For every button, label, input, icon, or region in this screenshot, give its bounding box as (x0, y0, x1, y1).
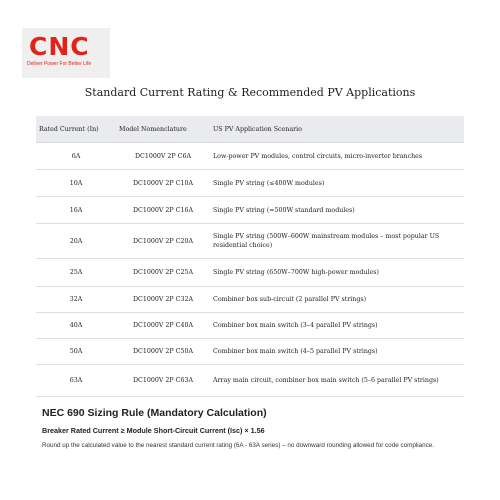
nec-sizing-formula: Breaker Rated Current ≥ Module Short-Circuit Current (Isc) × 1.56 (42, 426, 265, 435)
nec-section-title: NEC 690 Sizing Rule (Mandatory Calculation) (42, 407, 267, 419)
table-row (36, 313, 464, 339)
header-model-nomenclature: Model Nomenclature (116, 116, 210, 143)
table-row (36, 339, 464, 365)
current-rating-table (36, 116, 464, 397)
cell-application: Combiner box main switch (4–5 parallel PV strings) (210, 339, 464, 365)
cell-rated-current: 40A (36, 313, 116, 339)
table-row (36, 170, 464, 197)
header-rated-current: Rated Current (In) (36, 116, 116, 143)
cell-rated-current: 10A (36, 170, 116, 197)
cell-rated-current: 6A (36, 143, 116, 170)
nec-rounding-note: Round up the calculated value to the nearest standard current rating (6A - 63A series) – no downward rounding allowed for code compliance. (42, 442, 435, 449)
cell-model: DC1000V 2P C25A (116, 259, 210, 287)
cell-application: Combiner box sub-circuit (2 parallel PV strings) (210, 287, 464, 313)
table-row (36, 365, 464, 397)
cell-rated-current: 25A (36, 259, 116, 287)
cell-rated-current: 20A (36, 224, 116, 259)
cell-model: DC1000V 2P C20A (116, 224, 210, 259)
cell-application: Single PV string (500W–600W mainstream modules – most popular US residential choice) (210, 224, 464, 259)
table-row (36, 224, 464, 259)
brand-logo (22, 28, 110, 78)
logo-wordmark: CNC (29, 32, 90, 61)
cell-model: DC1000V 2P C32A (116, 287, 210, 313)
cell-model: DC1000V 2P C40A (116, 313, 210, 339)
cell-application: Array main circuit, combiner box main switch (5–6 parallel PV strings) (210, 365, 464, 397)
cell-application: Low-power PV modules, control circuits, micro-inverter branches (210, 143, 464, 170)
page-title: Standard Current Rating & Recommended PV Applications (84, 86, 416, 99)
header-application-scenario: US PV Application Scenario (210, 116, 464, 143)
cell-rated-current: 16A (36, 197, 116, 224)
cell-model: DC1000V 2P C16A (116, 197, 210, 224)
table-row (36, 197, 464, 224)
cell-rated-current: 32A (36, 287, 116, 313)
table-header-row (36, 116, 464, 143)
cell-application: Single PV string (≤400W modules) (210, 170, 464, 197)
cell-rated-current: 50A (36, 339, 116, 365)
logo-tagline: Deliver Power For Better Life (27, 61, 92, 67)
cell-application: Single PV string (≈500W standard modules) (210, 197, 464, 224)
cell-model: DC1000V 2P C10A (116, 170, 210, 197)
table-row (36, 143, 464, 170)
cell-model: DC1000V 2P C63A (116, 365, 210, 397)
cell-application: Single PV string (650W–700W high-power modules) (210, 259, 464, 287)
cell-application: Combiner box main switch (3–4 parallel PV strings) (210, 313, 464, 339)
cell-model: DC1000V 2P C6A (116, 143, 210, 170)
table-row (36, 287, 464, 313)
cell-model: DC1000V 2P C50A (116, 339, 210, 365)
cell-rated-current: 63A (36, 365, 116, 397)
table-row (36, 259, 464, 287)
